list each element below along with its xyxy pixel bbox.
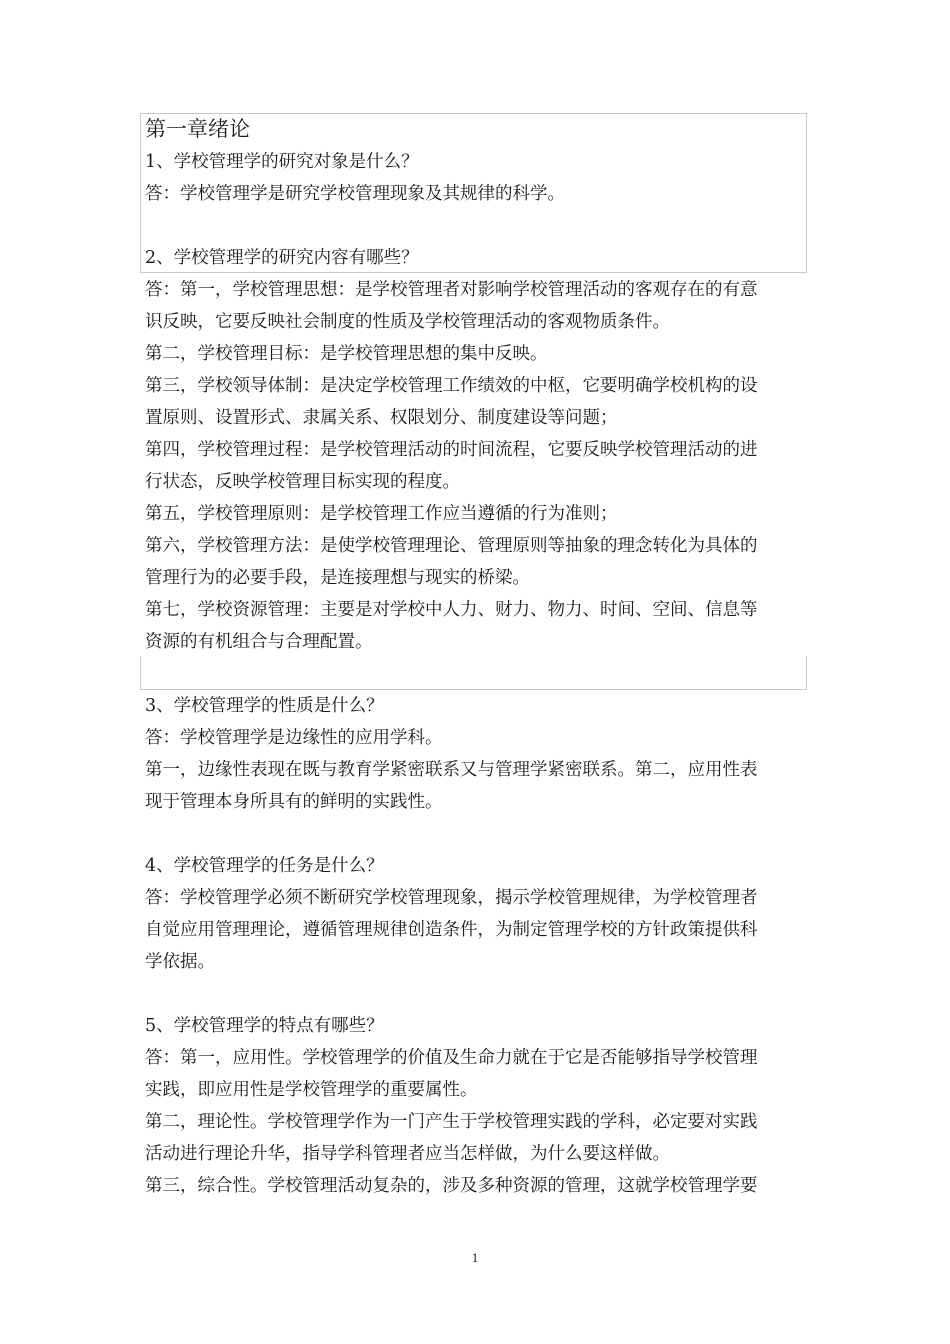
answer-5-line: 第二，理论性。学校管理学作为一门产生于学校管理实践的学科，必定要对实践 [145, 1112, 758, 1132]
answer-4-line: 答：学校管理学必须不断研究学校管理现象，揭示学校管理规律，为学校管理者 [145, 888, 758, 908]
answer-5-line: 答：第一，应用性。学校管理学的价值及生命力就在于它是否能够指导学校管理 [145, 1048, 758, 1068]
answer-2-line: 管理行为的必要手段，是连接理想与现实的桥梁。 [145, 568, 530, 588]
answer-1: 答：学校管理学是研究学校管理现象及其规律的科学。 [145, 184, 565, 204]
question-5: 5、学校管理学的特点有哪些？ [145, 1016, 384, 1036]
question-2: 2、学校管理学的研究内容有哪些？ [145, 248, 419, 268]
answer-2-line: 答：第一，学校管理思想：是学校管理者对影响学校管理活动的客观存在的有意 [145, 280, 758, 300]
page-number: 1 [471, 1250, 479, 1265]
answer-5-line: 活动进行理论升华，指导学科管理者应当怎样做，为什么要这样做。 [145, 1144, 670, 1164]
answer-2-line: 第五，学校管理原则：是学校管理工作应当遵循的行为准则； [145, 504, 618, 524]
question-3: 3、学校管理学的性质是什么？ [145, 696, 384, 716]
answer-3-line: 答：学校管理学是边缘性的应用学科。 [145, 728, 443, 748]
answer-4-line: 自觉应用管理理论，遵循管理规律创造条件，为制定管理学校的方针政策提供科 [145, 920, 758, 940]
answer-2-line: 第七，学校资源管理：主要是对学校中人力、财力、物力、时间、空间、信息等 [145, 600, 758, 620]
answer-5-line: 实践，即应用性是学校管理学的重要属性。 [145, 1080, 478, 1100]
answer-2-line: 行状态，反映学校管理目标实现的程度。 [145, 472, 460, 492]
answer-3-line: 第一，边缘性表现在既与教育学紧密联系又与管理学紧密联系。第二，应用性表 [145, 760, 758, 780]
answer-2-line: 第三，学校领导体制：是决定学校管理工作绩效的中枢，它要明确学校机构的设 [145, 376, 758, 396]
answer-2-line: 第二，学校管理目标：是学校管理思想的集中反映。 [145, 344, 548, 364]
answer-3-line: 现于管理本身所具有的鲜明的实践性。 [145, 792, 443, 812]
answer-2-line: 识反映，它要反映社会制度的性质及学校管理活动的客观物质条件。 [145, 312, 670, 332]
chapter-title: 第一章绪论 [145, 117, 250, 141]
question-1: 1、学校管理学的研究对象是什么？ [145, 152, 419, 172]
question-4: 4、学校管理学的任务是什么？ [145, 856, 384, 876]
answer-2-line: 第六，学校管理方法：是使学校管理理论、管理原则等抽象的理念转化为具体的 [145, 536, 758, 556]
answer-5-line: 第三，综合性。学校管理活动复杂的，涉及多种资源的管理，这就学校管理学要 [145, 1176, 758, 1196]
document-body [145, 112, 813, 1202]
answer-2-line: 第四，学校管理过程：是学校管理活动的时间流程，它要反映学校管理活动的进 [145, 440, 758, 460]
answer-2-line: 置原则、设置形式、隶属关系、权限划分、制度建设等问题； [145, 408, 618, 428]
answer-2-line: 资源的有机组合与合理配置。 [145, 632, 373, 652]
answer-4-line: 学依据。 [145, 952, 215, 972]
